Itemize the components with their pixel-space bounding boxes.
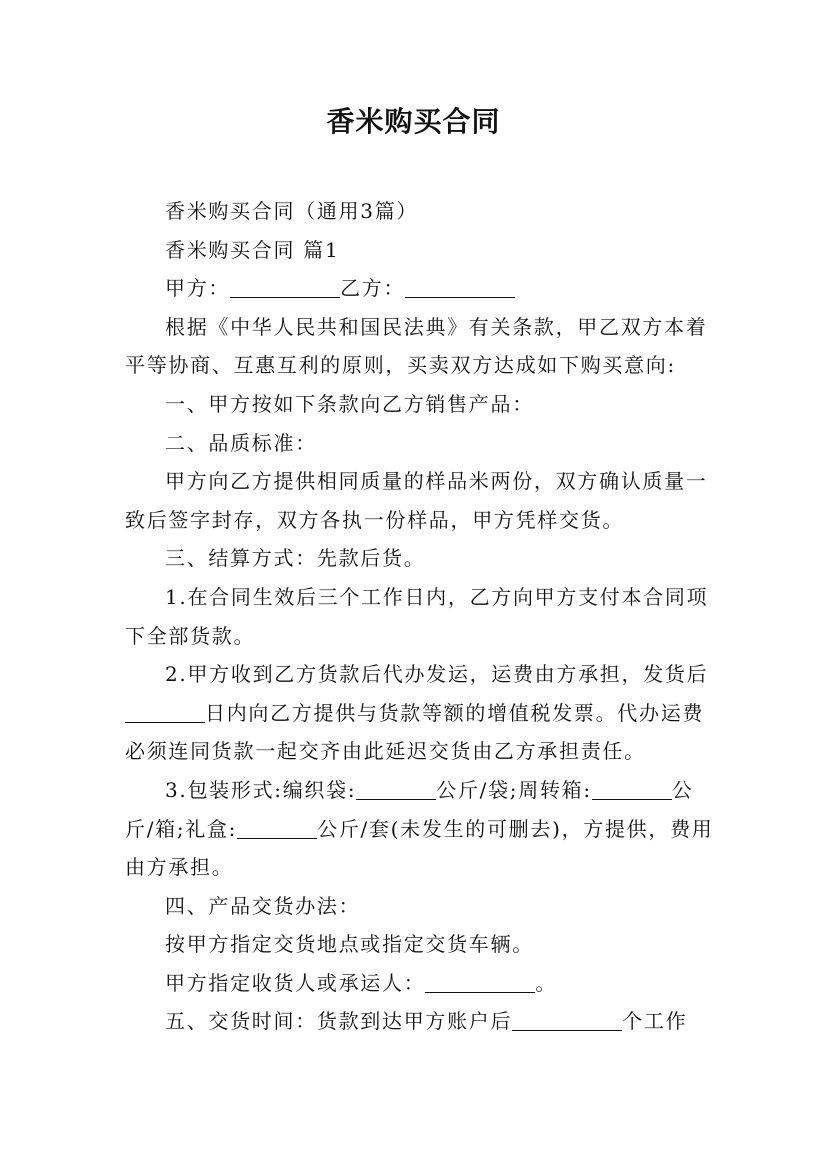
shipping-days-blank <box>125 701 205 723</box>
receiver-end: 。 <box>535 970 558 995</box>
packaging-box-blank <box>592 778 672 800</box>
paragraph-quality: 甲方向乙方提供相同质量的样品米两份，双方确认质量一致后签字封存，双方各执一份样品，甲方凭样交货。 <box>125 469 708 532</box>
paragraph-clause-3: 三、结算方式：先款后货。 <box>165 546 426 571</box>
paragraph-subtitle: 香米购买合同（通用3篇） <box>165 199 419 223</box>
delivery-days-blank <box>512 1009 622 1031</box>
shipping-text-2: 日内向乙方提供与货款等额的增值税发票。代办运费必须连同货款一起交齐由此延迟交货由乙方承担责任。 <box>125 700 705 764</box>
document-body <box>125 192 715 1041</box>
document-title: 香米购买合同 <box>326 105 501 138</box>
paragraph-shipping <box>125 655 715 771</box>
paragraph-delivery-method: 按甲方指定交货地点或指定交货车辆。 <box>165 932 534 957</box>
packaging-text-2: 公斤/袋;周转箱: <box>436 777 592 802</box>
paragraph-receiver <box>125 964 715 1003</box>
packaging-text-3: 公斤/箱;礼盒: <box>125 777 694 841</box>
paragraph-clause-1: 一、甲方按如下条款向乙方销售产品： <box>165 391 534 416</box>
paragraph-clause-4: 四、产品交货办法： <box>165 893 361 918</box>
party-b-label: 乙方： <box>340 276 406 301</box>
party-a-label: 甲方： <box>165 276 231 301</box>
paragraph-section-heading: 香米购买合同 篇1 <box>165 237 340 262</box>
paragraph-clause-2: 二、品质标准： <box>165 430 317 455</box>
packaging-bag-blank <box>356 778 436 800</box>
receiver-blank <box>425 971 535 993</box>
packaging-gift-blank <box>237 817 317 839</box>
paragraph-parties <box>125 269 715 308</box>
party-a-blank <box>230 276 340 298</box>
paragraph-payment: 1.在合同生效后三个工作日内，乙方向甲方支付本合同项下全部货款。 <box>125 584 709 648</box>
delivery-time-text-1: 五、交货时间：货款到达甲方账户后 <box>165 1009 513 1034</box>
paragraph-packaging <box>125 771 715 887</box>
delivery-time-text-2: 个工作 <box>622 1009 688 1034</box>
receiver-text: 甲方指定收货人或承运人： <box>165 970 426 995</box>
shipping-text-1: 2.甲方收到乙方货款后代办发运，运费由方承担，发货后 <box>165 662 709 687</box>
party-b-blank <box>405 276 515 298</box>
packaging-text-1: 3.包装形式:编织袋: <box>165 777 357 802</box>
paragraph-basis: 根据《中华人民共和国民法典》有关条款，甲乙双方本着平等协商、互惠互利的原则，买卖双方达成如下购买意向: <box>125 314 708 378</box>
paragraph-clause-5 <box>125 1002 715 1041</box>
packaging-text-4: 公斤/套(未发生的可删去)，方提供，费用由方承担。 <box>125 816 714 880</box>
